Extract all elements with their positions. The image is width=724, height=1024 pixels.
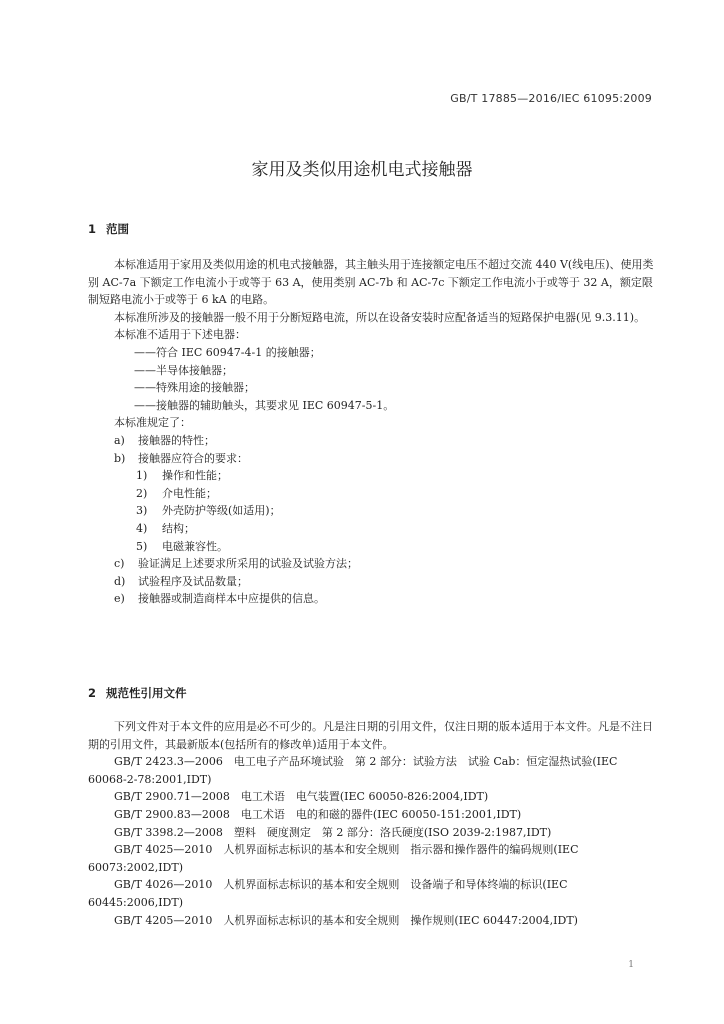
- section-2-number: 2: [88, 686, 97, 700]
- reference-item: GB/T 2900.83—2008 电工术语 电的和磁的器件(IEC 60050-151:2001,IDT): [114, 807, 522, 821]
- list-text: 操作和性能；: [162, 469, 228, 483]
- section-1-title: 范围: [106, 222, 129, 236]
- list-item-b: [88, 450, 654, 468]
- list-text: 接触器应符合的要求：: [138, 451, 248, 465]
- list-marker: b): [114, 451, 126, 465]
- not-applicable-item: ——半导体接触器；: [134, 363, 233, 377]
- list-marker: c): [114, 557, 125, 571]
- not-applicable-item: ——符合 IEC 60947-4-1 的接触器；: [134, 345, 321, 359]
- reference-item: GB/T 4026—2010 人机界面标志标识的基本和安全规则 设备端子和导体终端的标识(IEC 60445:2006,IDT): [88, 878, 568, 909]
- list-text: 试验程序及试品数量；: [138, 574, 248, 588]
- section-1-body: [88, 256, 654, 608]
- list-text: 外壳防护等级(如适用)；: [162, 504, 281, 518]
- section-1-number: 1: [88, 222, 97, 236]
- list-item-e: [88, 590, 654, 608]
- not-applicable-intro: 本标准不适用于下述电器：: [114, 328, 246, 342]
- not-applicable-item: ——特殊用途的接触器；: [134, 381, 255, 395]
- section-2-body: [88, 718, 654, 929]
- section-2-title: 规范性引用文件: [106, 686, 187, 700]
- list-marker: 1): [136, 469, 148, 483]
- sub-list-item: [88, 538, 654, 556]
- section-1-heading: [88, 221, 129, 237]
- page-number: 1: [628, 960, 634, 970]
- list-marker: a): [114, 433, 125, 447]
- list-text: 接触器的特性；: [138, 433, 215, 447]
- list-marker: 2): [136, 486, 148, 500]
- list-item-d: [88, 573, 654, 591]
- sub-list-item: [88, 520, 654, 538]
- reference-item: GB/T 3398.2—2008 塑料 硬度测定 第 2 部分：洛氏硬度(ISO 2039-2:1987,IDT): [114, 825, 552, 839]
- reference-item: GB/T 4025—2010 人机界面标志标识的基本和安全规则 指示器和操作器件的编码规则(IEC 60073:2002,IDT): [88, 843, 579, 874]
- scope-paragraph-2: 本标准所涉及的接触器一般不用于分断短路电流，所以在设备安装时应配备适当的短路保护电器(见 9.3.11)。: [114, 310, 646, 324]
- reference-item: GB/T 4205—2010 人机界面标志标识的基本和安全规则 操作规则(IEC 60447:2004,IDT): [114, 913, 578, 927]
- specifies-intro: 本标准规定了：: [114, 416, 191, 430]
- standard-code: GB/T 17885—2016/IEC 61095:2009: [450, 92, 652, 105]
- list-item-a: [88, 432, 654, 450]
- section-2-heading: [88, 685, 187, 701]
- sub-list-item: [88, 467, 654, 485]
- list-marker: e): [114, 592, 125, 606]
- sub-list-item: [88, 485, 654, 503]
- list-text: 结构；: [162, 521, 195, 535]
- reference-item: GB/T 2423.3—2006 电工电子产品环境试验 第 2 部分：试验方法 试验 Cab：恒定湿热试验(IEC 60068-2-78:2001,IDT): [88, 755, 618, 786]
- document-title: 家用及类似用途机电式接触器: [251, 160, 473, 180]
- references-intro: 下列文件对于本文件的应用是必不可少的。凡是注日期的引用文件，仅注日期的版本适用于本文件。凡是不注日期的引用文件，其最新版本(包括所有的修改单)适用于本文件。: [88, 720, 653, 751]
- list-marker: d): [114, 574, 126, 588]
- scope-paragraph-1: 本标准适用于家用及类似用途的机电式接触器，其主触头用于连接额定电压不超过交流 440 V(线电压)、使用类别 AC-7a 下额定工作电流小于或等于 63 A，使用类别 AC-7b 和 AC-7c 下额定工作电流小于或等于 32 A，额定限制短路电流小于或等于 6 kA 的电路。: [88, 258, 654, 307]
- list-text: 电磁兼容性。: [162, 539, 228, 553]
- list-text: 验证满足上述要求所采用的试验及试验方法；: [138, 557, 358, 571]
- not-applicable-item: ——接触器的辅助触头，其要求见 IEC 60947-5-1。: [134, 398, 395, 412]
- list-item-c: [88, 555, 654, 573]
- list-marker: 4): [136, 521, 148, 535]
- list-text: 介电性能；: [162, 486, 217, 500]
- reference-item: GB/T 2900.71—2008 电工术语 电气装置(IEC 60050-826:2004,IDT): [114, 790, 489, 804]
- list-marker: 5): [136, 539, 148, 553]
- list-text: 接触器或制造商样本中应提供的信息。: [138, 592, 325, 606]
- sub-list-item: [88, 502, 654, 520]
- list-marker: 3): [136, 504, 148, 518]
